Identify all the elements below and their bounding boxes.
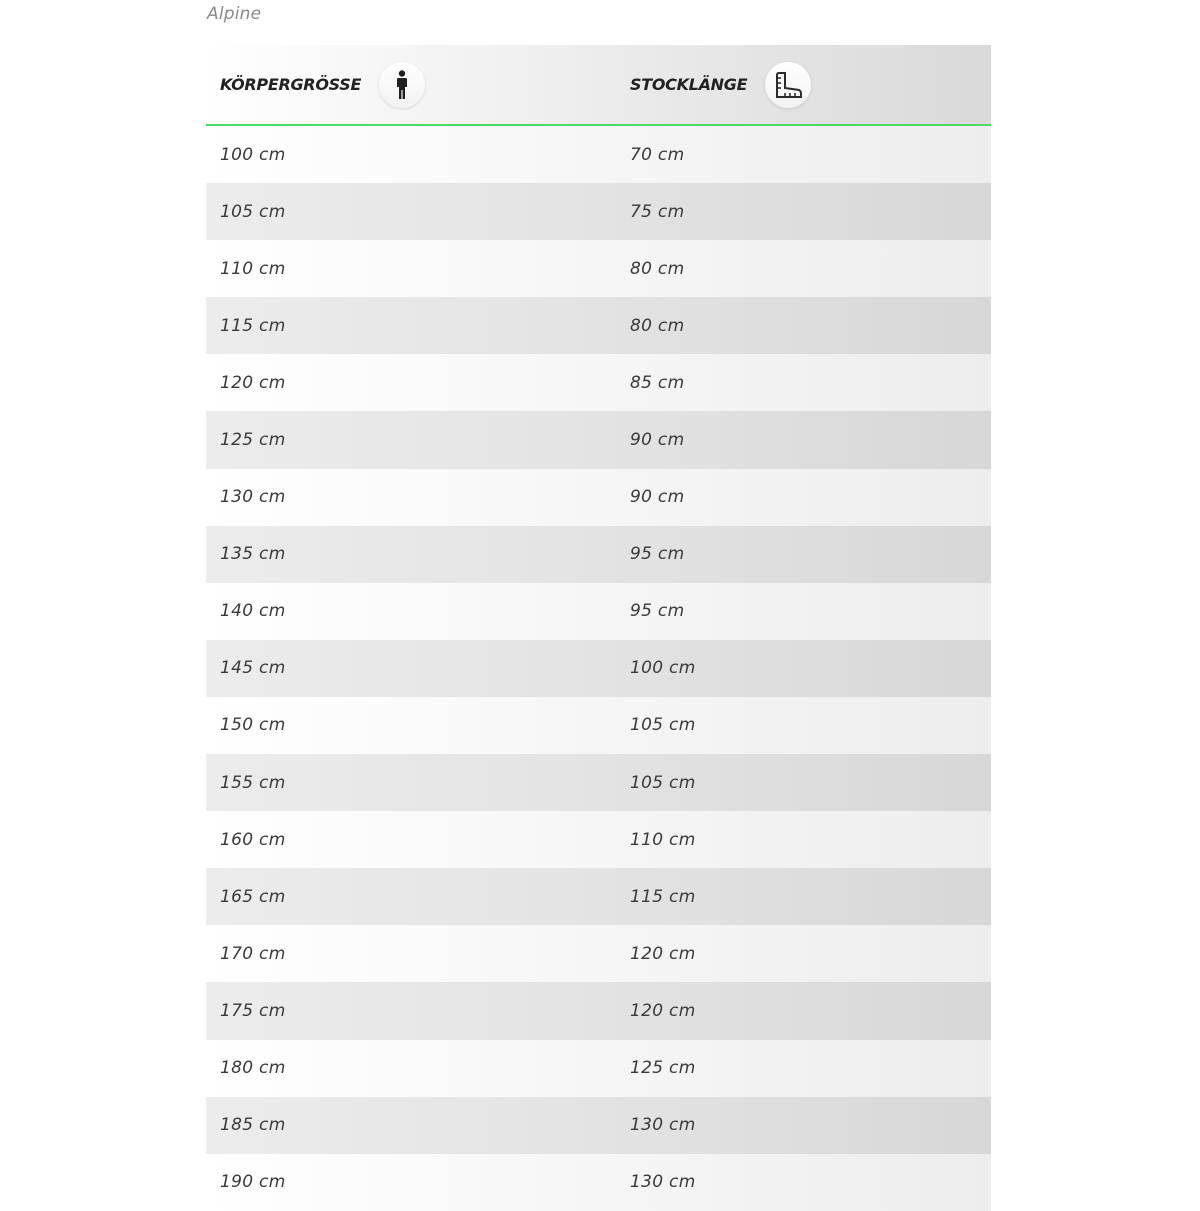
- pole-length-cell: 95 cm: [630, 544, 685, 565]
- table-row: [206, 583, 991, 640]
- body-height-cell: 140 cm: [220, 601, 286, 622]
- pole-length-cell: 80 cm: [630, 315, 685, 336]
- table-row: [206, 526, 991, 583]
- pole-length-cell: 115 cm: [630, 886, 696, 907]
- pole-length-cell: 110 cm: [630, 829, 696, 850]
- size-table: [206, 45, 991, 1211]
- body-height-cell: 125 cm: [220, 430, 286, 451]
- body-height-cell: 190 cm: [220, 1172, 286, 1193]
- body-height-cell: 160 cm: [220, 829, 286, 850]
- pole-length-cell: 105 cm: [630, 715, 696, 736]
- table-row: [206, 126, 991, 183]
- pole-length-cell: 125 cm: [630, 1058, 696, 1079]
- body-height-cell: 185 cm: [220, 1115, 286, 1136]
- body-height-cell: 135 cm: [220, 544, 286, 565]
- table-row: [206, 1040, 991, 1097]
- table-row: [206, 640, 991, 697]
- header-body-height-label: KÖRPERGRÖSSE: [220, 75, 362, 94]
- pole-length-cell: 130 cm: [630, 1115, 696, 1136]
- header-body-height: [220, 45, 425, 124]
- person-icon: [379, 62, 425, 108]
- pole-length-cell: 95 cm: [630, 601, 685, 622]
- pole-length-cell: 120 cm: [630, 1000, 696, 1021]
- body-height-cell: 105 cm: [220, 201, 286, 222]
- table-row: [206, 1154, 991, 1211]
- pole-length-cell: 80 cm: [630, 258, 685, 279]
- header-pole-length-label: STOCKLÄNGE: [630, 75, 748, 94]
- body-height-cell: 120 cm: [220, 372, 286, 393]
- table-row: [206, 982, 991, 1039]
- body-height-cell: 180 cm: [220, 1058, 286, 1079]
- body-height-cell: 115 cm: [220, 315, 286, 336]
- table-row: [206, 354, 991, 411]
- pole-length-cell: 130 cm: [630, 1172, 696, 1193]
- body-height-cell: 110 cm: [220, 258, 286, 279]
- table-row: [206, 925, 991, 982]
- table-row: [206, 183, 991, 240]
- header-pole-length: [630, 45, 811, 124]
- table-header: [206, 45, 991, 126]
- table-row: [206, 297, 991, 354]
- body-height-cell: 130 cm: [220, 487, 286, 508]
- table-row: [206, 1097, 991, 1154]
- pole-length-cell: 105 cm: [630, 772, 696, 793]
- table-body: [206, 126, 991, 1211]
- table-row: [206, 697, 991, 754]
- pole-length-cell: 85 cm: [630, 372, 685, 393]
- ruler-boot-icon: [765, 62, 811, 108]
- table-caption: Alpine: [207, 4, 262, 24]
- pole-length-cell: 90 cm: [630, 487, 685, 508]
- table-row: [206, 754, 991, 811]
- pole-length-cell: 70 cm: [630, 144, 685, 165]
- body-height-cell: 100 cm: [220, 144, 286, 165]
- body-height-cell: 170 cm: [220, 943, 286, 964]
- body-height-cell: 175 cm: [220, 1000, 286, 1021]
- pole-length-cell: 90 cm: [630, 430, 685, 451]
- pole-length-cell: 100 cm: [630, 658, 696, 679]
- table-row: [206, 811, 991, 868]
- body-height-cell: 155 cm: [220, 772, 286, 793]
- body-height-cell: 145 cm: [220, 658, 286, 679]
- table-row: [206, 469, 991, 526]
- table-row: [206, 411, 991, 468]
- body-height-cell: 150 cm: [220, 715, 286, 736]
- table-row: [206, 240, 991, 297]
- pole-length-cell: 75 cm: [630, 201, 685, 222]
- pole-length-cell: 120 cm: [630, 943, 696, 964]
- table-row: [206, 868, 991, 925]
- body-height-cell: 165 cm: [220, 886, 286, 907]
